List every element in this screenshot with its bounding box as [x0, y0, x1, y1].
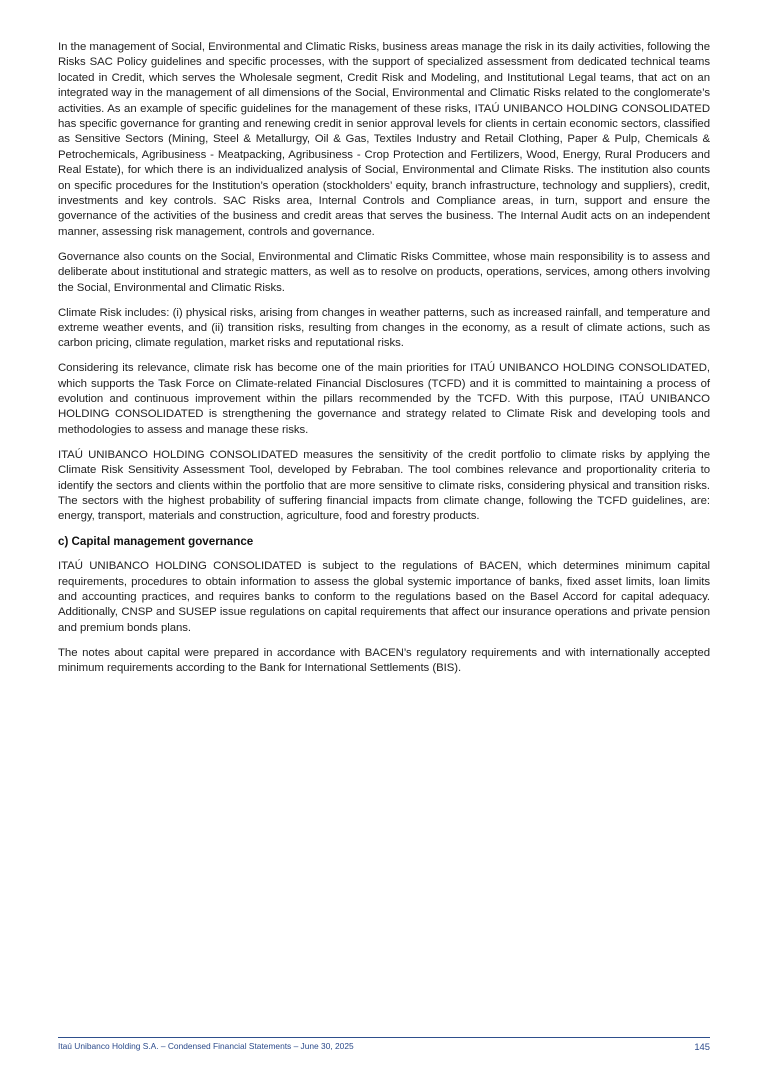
- paragraph-sac-risk-management: In the management of Social, Environmental and Climatic Risks, business areas manage the risk in its daily activities, following the Risks SAC Policy guidelines and specific processes, with the support of specialized assessment from dedicated technical teams located in Credit, which serves the Wholesale segment, Credit Risk and Modeling, and Institutional Legal teams, that act on an integrated way in the management of all dimensions of the Social, Environmental and Climatic Risks related to the conglomerate’s activities. As an example of specific guidelines for the management of these risks, ITAÚ UNIBANCO HOLDING CONSOLIDATED has specific governance for granting and renewing credit in senior approval levels for clients in certain economic sectors, classified as Sensitive Sectors (Mining, Steel & Metallurgy, Oil & Gas, Textiles Industry and Retail Clothing, Paper & Pulp, Chemicals & Petrochemicals, Agribusiness - Meatpacking, Agribusiness - Crop Protection and Fertilizers, Wood, Energy, Rural Producers and Real Estate), for which there is an individualized analysis of Social, Environmental and Climate Risks. The institution also counts on specific procedures for the Institution’s operation (stockholders’ equity, branch infrastructure, technology and suppliers), credit, investments and key controls. SAC Risks area, Internal Controls and Compliance areas, in turn, support and ensure the governance of the activities of the business and credit areas that serves the business. The Internal Audit acts on an independent manner, assessing risk management, controls and governance.: [58, 41, 710, 238]
- footer-divider: [58, 1037, 710, 1038]
- footer-page-number: 145: [694, 1041, 710, 1052]
- page-content: [58, 40, 710, 686]
- paragraph-sac-committee: Governance also counts on the Social, Environmental and Climatic Risks Committee, whose main responsibility is to assess and deliberate about institutional and strategic matters, as well as to resolve on products, operations, services, among others involving the Social, Environmental and Climatic Risks.: [58, 250, 710, 294]
- paragraph-climate-sensitivity-tool: ITAÚ UNIBANCO HOLDING CONSOLIDATED measures the sensitivity of the credit portfolio to climate risks by applying the Climate Risk Sensitivity Assessment Tool, developed by Febraban. The tool combines relevance and proportionality criteria to identify the sectors and clients within the portfolio that are more sensitive to climate risks, considering physical and transition risks. The sectors with the highest probability of suffering financial impacts from climate change, following the TCFD guidelines, are: energy, transport, materials and construction, agriculture, food and forestry products.: [58, 448, 710, 523]
- paragraph-capital-notes: The notes about capital were prepared in accordance with BACEN’s regulatory requirements and with internationally accepted minimum requirements according to the Bank for International Settlements (BIS).: [58, 646, 710, 675]
- paragraph-tcfd-commitment: Considering its relevance, climate risk has become one of the main priorities for ITAÚ UNIBANCO HOLDING CONSOLIDATED, which supports the Task Force on Climate-related Financial Disclosures (TCFD) and it is committed to maintaining a process of evolution and continuous improvement within the pillars recommended by the TCFD. With this purpose, ITAÚ UNIBANCO HOLDING CONSOLIDATED is strengthening the governance and strategy related to Climate Risk and developing tools and methodologies to assess and manage these risks.: [58, 362, 710, 436]
- footer-document-title: Itaú Unibanco Holding S.A. – Condensed Financial Statements – June 30, 2025: [58, 1041, 354, 1051]
- section-heading-capital-management: c) Capital management governance: [58, 535, 254, 549]
- paragraph-climate-risk-definition: Climate Risk includes: (i) physical risks, arising from changes in weather patterns, such as increased rainfall, and temperature and extreme weather events, and (ii) transition risks, resulting from changes in the economy, as a result of climate actions, such as carbon pricing, climate regulation, market risks and reputational risks.: [58, 306, 710, 350]
- paragraph-capital-regulations: ITAÚ UNIBANCO HOLDING CONSOLIDATED is subject to the regulations of BACEN, which determines minimum capital requirements, procedures to obtain information to assess the global systemic importance of banks, fixed asset limits, loan limits and accounting practices, and requires banks to conform to the regulations based on the Basel Accord for capital adequacy. Additionally, CNSP and SUSEP issue regulations on capital requirements that affect our insurance operations and private pension and premium bonds plans.: [58, 560, 710, 634]
